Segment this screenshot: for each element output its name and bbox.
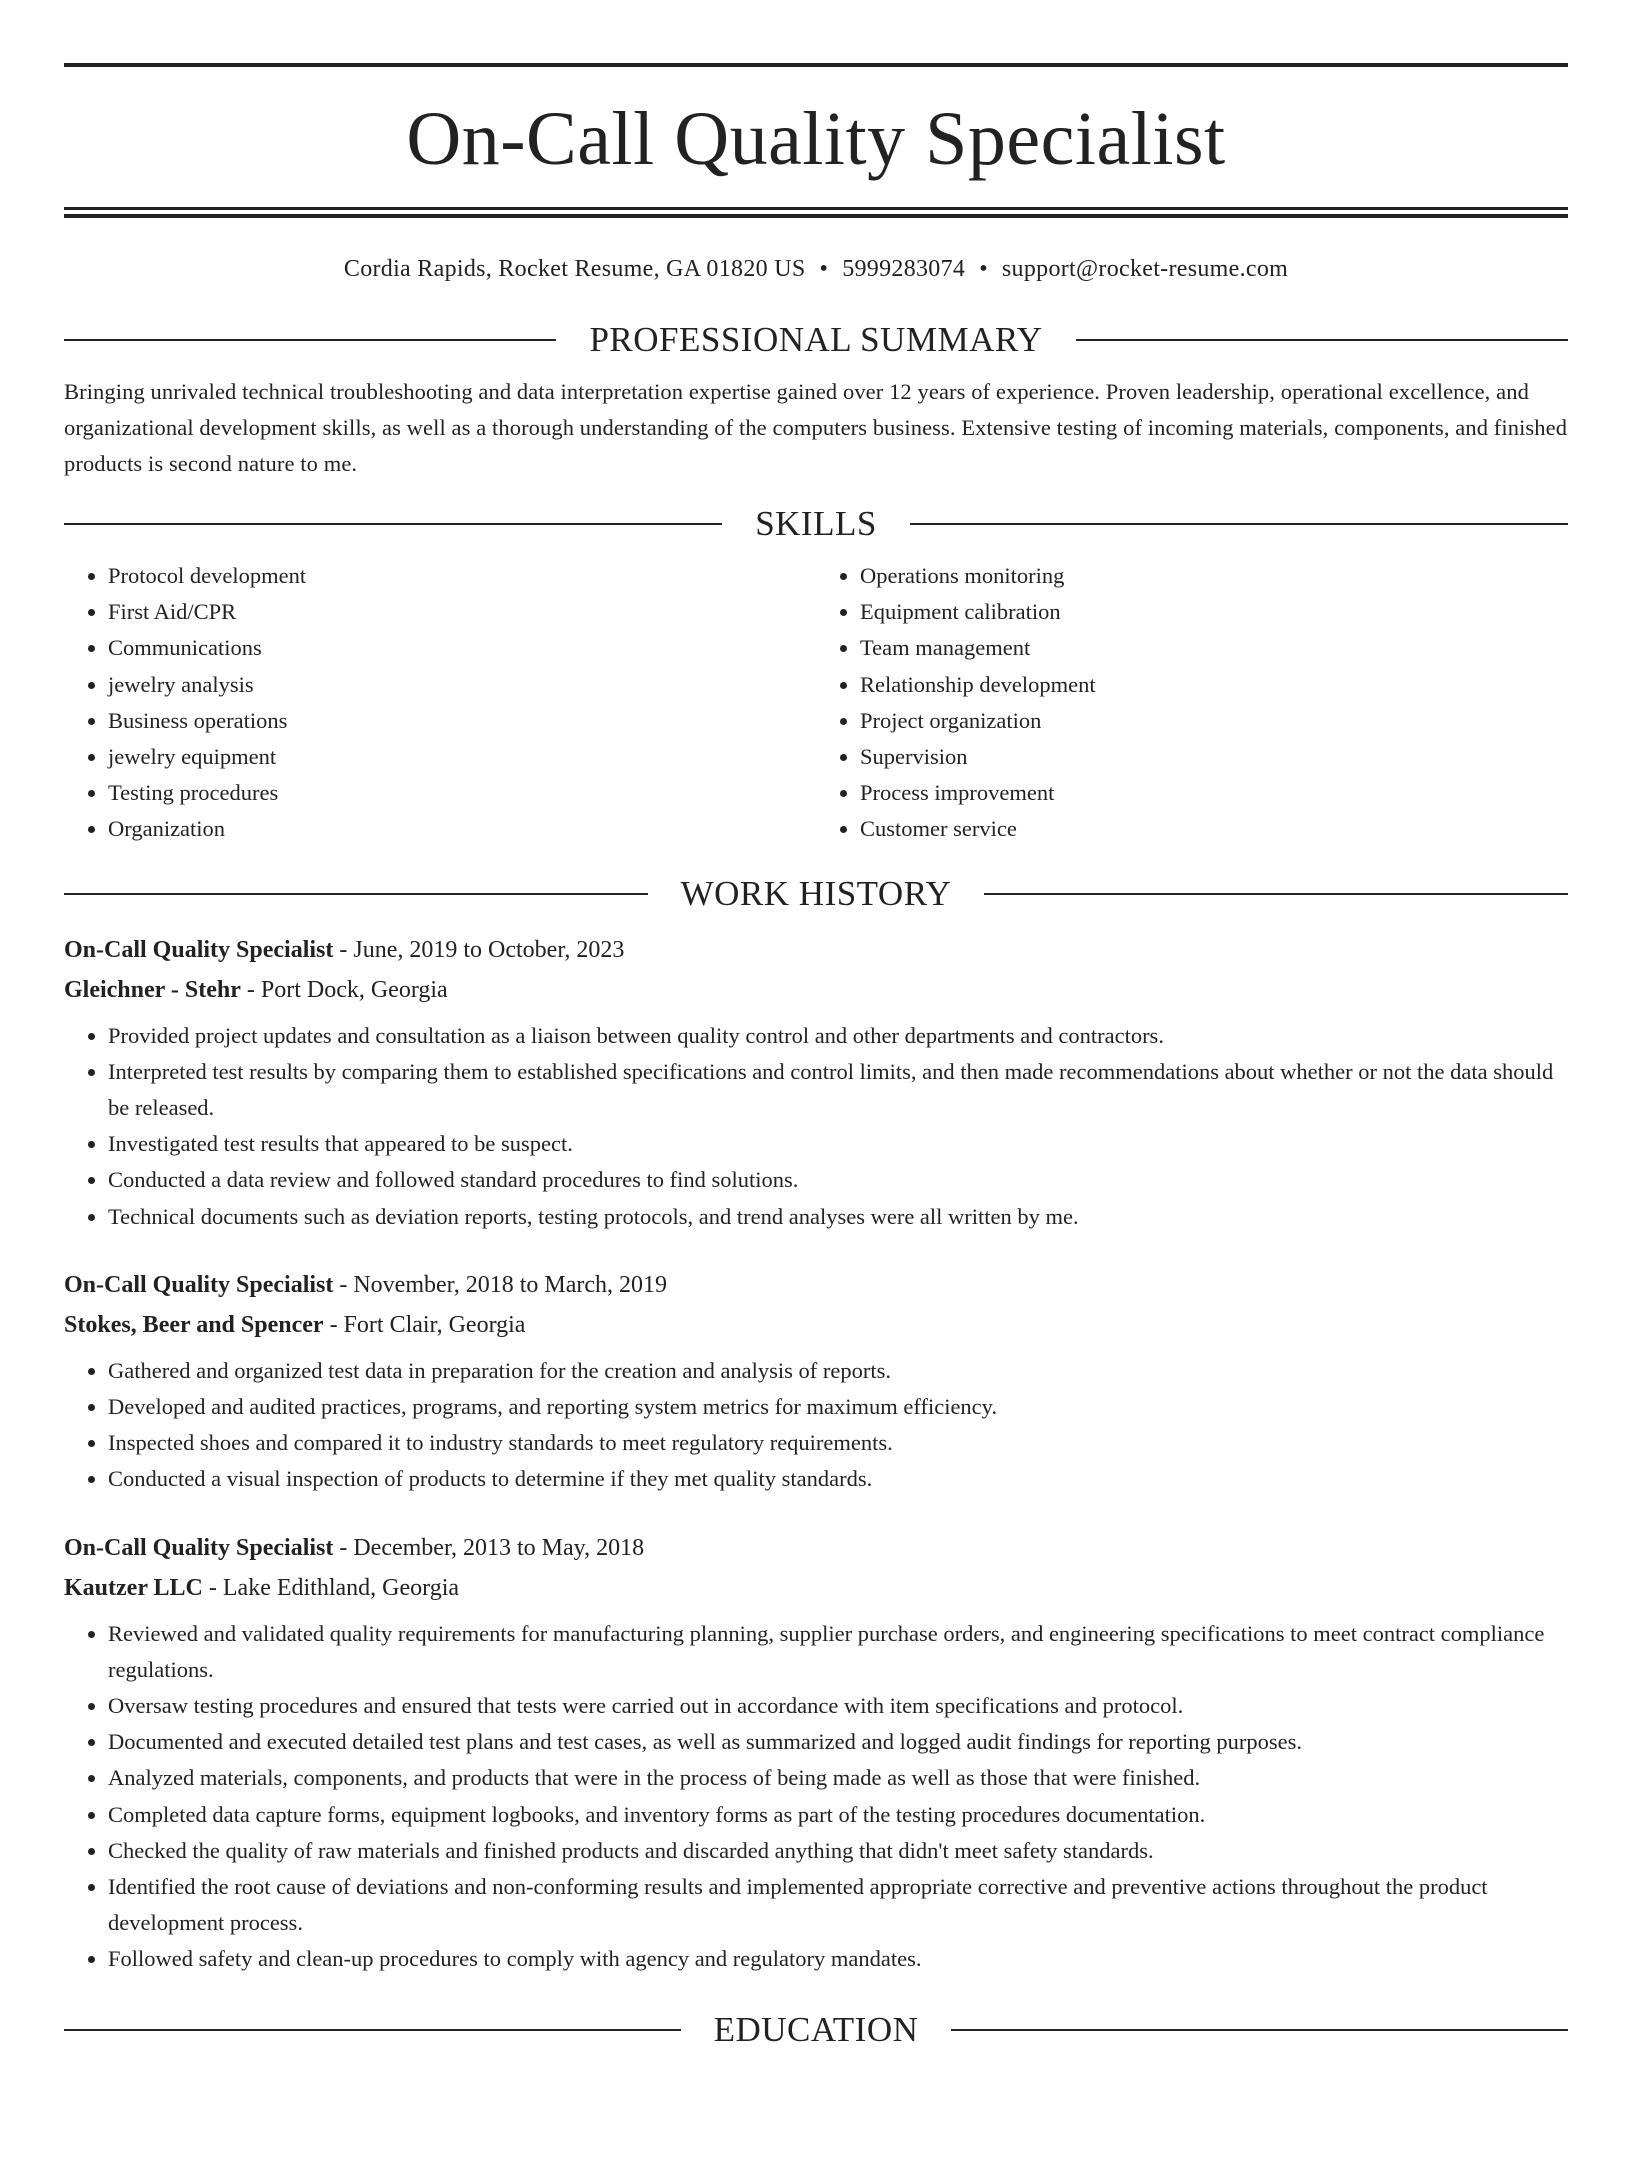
resume-page <box>0 63 1632 2175</box>
job-bullet: • Developed and audited practices, programs, and reporting system metrics for maximum efficiency. <box>108 1389 1568 1425</box>
education-heading <box>64 2010 1568 2050</box>
contact-line <box>64 254 1568 284</box>
work-heading <box>64 874 1568 914</box>
job-bullet: • Inspected shoes and compared it to industry standards to meet regulatory requirements. <box>108 1425 1568 1461</box>
top-rule <box>64 63 1568 67</box>
job-company: Gleichner - Stehr <box>64 976 241 1003</box>
job-bullets <box>64 1616 1568 1978</box>
job-bullet: • Conducted a visual inspection of products to determine if they met quality standards. <box>108 1461 1568 1497</box>
job-company: Stokes, Beer and Spencer <box>64 1311 324 1338</box>
job-bullet: • Technical documents such as deviation reports, testing protocols, and trend analyses were all written by me. <box>108 1199 1568 1235</box>
job-bullet: • Investigated test results that appeared to be suspect. <box>108 1126 1568 1162</box>
skill-item: • Testing procedures <box>108 775 816 811</box>
contact-separator: • <box>979 256 988 282</box>
header-double-rule <box>64 207 1568 218</box>
skill-item: • First Aid/CPR <box>108 594 816 630</box>
heading-rule-right <box>984 893 1568 895</box>
job-bullets <box>64 1353 1568 1498</box>
heading-rule-left <box>64 2029 681 2031</box>
job-company: Kautzer LLC <box>64 1574 203 1601</box>
skill-item: • Equipment calibration <box>860 594 1568 630</box>
job-location: - Port Dock, Georgia <box>240 976 448 1003</box>
job-title: On-Call Quality Specialist <box>64 1534 334 1561</box>
heading-rule-right <box>910 523 1568 525</box>
skills-column-left <box>64 558 816 848</box>
heading-rule-left <box>64 339 556 341</box>
job-bullet: • Reviewed and validated quality requirements for manufacturing planning, supplier purchase orders, and engineering specifications to meet contract compliance regulations. <box>108 1616 1568 1688</box>
job-dates: - June, 2019 to October, 2023 <box>333 936 625 963</box>
job-company-line <box>64 970 1568 1010</box>
skill-item: • jewelry equipment <box>108 739 816 775</box>
job-bullet: • Analyzed materials, components, and products that were in the process of being made as well as those that were finished. <box>108 1760 1568 1796</box>
skill-item: • Protocol development <box>108 558 816 594</box>
job-dates: - December, 2013 to May, 2018 <box>333 1534 645 1561</box>
education-heading-title: EDUCATION <box>713 2009 919 2049</box>
skill-item: • Team management <box>860 630 1568 666</box>
skill-item: • jewelry analysis <box>108 667 816 703</box>
skill-item: • Operations monitoring <box>860 558 1568 594</box>
job-company-line <box>64 1568 1568 1608</box>
contact-separator: • <box>819 256 829 282</box>
skill-item: • Customer service <box>860 811 1568 847</box>
contact-phone: 5999283074 <box>842 256 966 282</box>
skill-item: • Organization <box>108 811 816 847</box>
heading-rule-left <box>64 893 648 895</box>
heading-rule-left <box>64 523 722 525</box>
work-heading-title: WORK HISTORY <box>680 873 952 913</box>
skill-item: • Project organization <box>860 703 1568 739</box>
summary-heading-title: PROFESSIONAL SUMMARY <box>589 320 1043 359</box>
skill-item: • Supervision <box>860 739 1568 775</box>
job-company-line <box>64 1305 1568 1345</box>
job-dates: - November, 2018 to March, 2019 <box>333 1271 667 1298</box>
skills-column-right <box>816 558 1568 848</box>
job-location: - Fort Clair, Georgia <box>323 1311 526 1338</box>
job-bullet: • Conducted a data review and followed standard procedures to find solutions. <box>108 1162 1568 1198</box>
skills-list <box>64 558 1568 848</box>
job-entry <box>64 1265 1568 1498</box>
job-bullet: • Documented and executed detailed test plans and test cases, as well as summarized and logged audit findings for reporting purposes. <box>108 1724 1568 1760</box>
skill-item: • Communications <box>108 630 816 666</box>
summary-heading <box>64 320 1568 360</box>
heading-rule-right <box>951 2029 1568 2031</box>
job-title: On-Call Quality Specialist <box>64 936 334 963</box>
skills-heading-title: SKILLS <box>755 504 877 543</box>
job-entry <box>64 1528 1568 1978</box>
summary-text: Bringing unrivaled technical troubleshooting and data interpretation expertise gained over 12 years of experience. Proven leadership, operational excellence, and organizational development skills, as well as a thorough understanding of the computers business. Extensive testing of incoming materials, components, and finished products is second nature to me. <box>64 379 1568 476</box>
job-bullets <box>64 1018 1568 1235</box>
job-entry <box>64 930 1568 1235</box>
job-bullet: • Gathered and organized test data in preparation for the creation and analysis of reports. <box>108 1353 1568 1389</box>
job-bullet: • Checked the quality of raw materials and finished products and discarded anything that didn't meet safety standards. <box>108 1833 1568 1869</box>
contact-address: Cordia Rapids, Rocket Resume, GA 01820 US <box>343 256 806 282</box>
job-bullet: • Provided project updates and consultation as a liaison between quality control and other departments and contractors. <box>108 1018 1568 1054</box>
resume-name: On-Call Quality Specialist <box>406 97 1226 181</box>
skill-item: • Relationship development <box>860 667 1568 703</box>
job-title-line <box>64 930 1568 970</box>
job-bullet: • Interpreted test results by comparing them to established specifications and control limits, and then made recommendations about whether or not the data should be released. <box>108 1054 1568 1126</box>
skill-item: • Process improvement <box>860 775 1568 811</box>
job-bullet: • Completed data capture forms, equipment logbooks, and inventory forms as part of the testing procedures documentation. <box>108 1797 1568 1833</box>
skill-item: • Business operations <box>108 703 816 739</box>
job-bullet: • Identified the root cause of deviations and non-conforming results and implemented appropriate corrective and preventive actions throughout the product development process. <box>108 1869 1568 1941</box>
job-bullet: • Oversaw testing procedures and ensured that tests were carried out in accordance with item specifications and protocol. <box>108 1688 1568 1724</box>
job-title-line <box>64 1528 1568 1568</box>
heading-rule-right <box>1076 339 1568 341</box>
job-title-line <box>64 1265 1568 1305</box>
job-location: - Lake Edithland, Georgia <box>202 1574 460 1601</box>
skills-heading <box>64 504 1568 544</box>
job-bullet: • Followed safety and clean-up procedures to comply with agency and regulatory mandates. <box>108 1941 1568 1977</box>
job-title: On-Call Quality Specialist <box>64 1271 334 1298</box>
contact-email: support@rocket-resume.com <box>1001 256 1289 282</box>
